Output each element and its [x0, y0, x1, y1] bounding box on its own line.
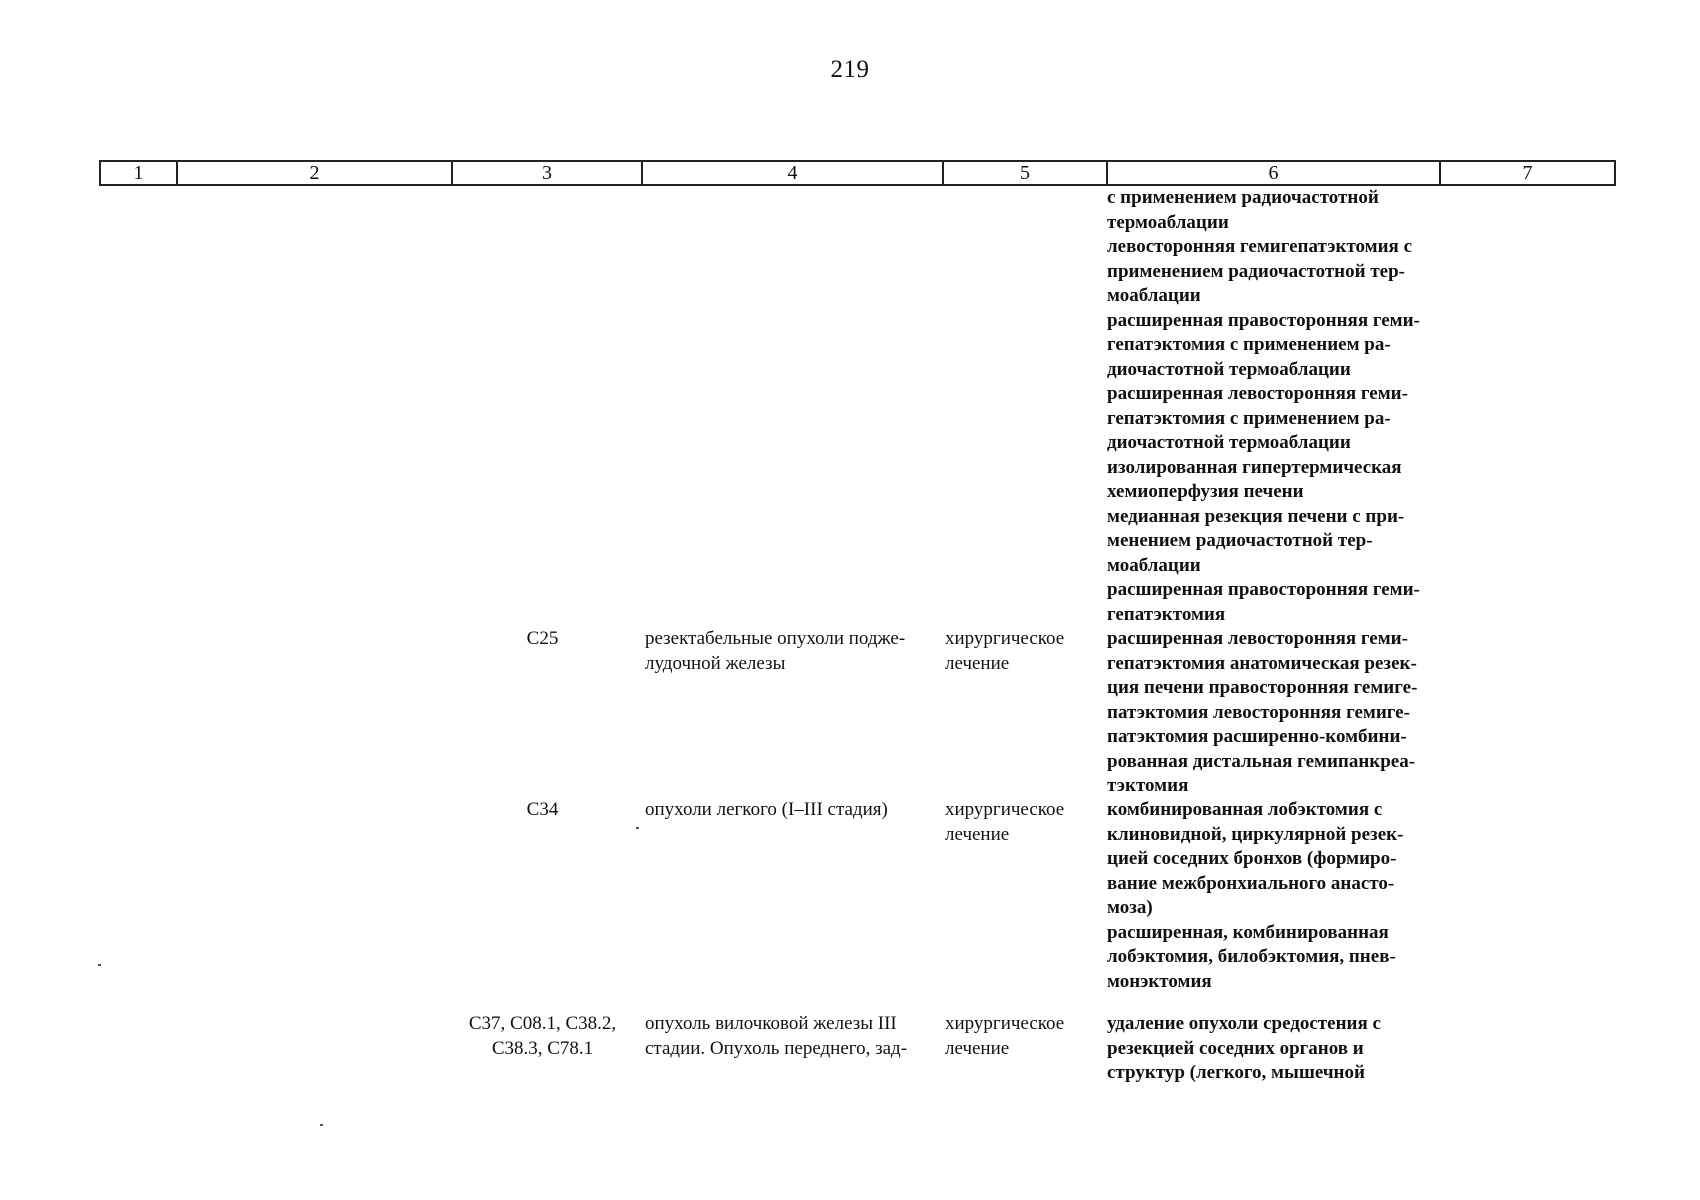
- row-c34-treatment: хирургическое лечение: [945, 799, 1065, 845]
- header-col-2: 2: [177, 161, 452, 185]
- scan-speck: [320, 1124, 323, 1126]
- scan-speck: [636, 827, 639, 829]
- header-col-5: 5: [943, 161, 1107, 185]
- row-c37-code: C37, C08.1, C38.2, C38.3, C78.1: [468, 1013, 617, 1059]
- row-c34-code: C34: [526, 799, 559, 820]
- row-c37-condition: опухоль вилочковой железы III стадии. Опухоль переднего, зад-: [645, 1013, 908, 1059]
- row-c34-method: комбинированная лобэктомия с клиновидной, циркулярной резек- цией соседних бронхов (формиро- вание межбронхиального анасто- моза) расширенная, комбинированная лобэктомия, билобэктомия, пнев- монэктомия: [1107, 799, 1404, 992]
- continuation-method-text: с применением радиочастотной термоаблации левосторонняя гемигепатэктомия с применением радиочастотной тер- моаблации расширенная правосторонняя геми- гепатэктомия с применением ра- диочастотной термоаблации расширенная левосторонняя геми- гепатэктомия с применением ра- диочастотной термоаблации изолированная гипертермическая хемиоперфузия печени медианная резекция печени с при- менением радиочастотной тер- моаблации расширенная правосторонняя геми- гепатэктомия: [1107, 187, 1420, 625]
- scan-speck: [98, 964, 101, 966]
- header-col-4: 4: [642, 161, 943, 185]
- row-c37-treatment: хирургическое лечение: [945, 1013, 1065, 1059]
- header-col-6: 6: [1107, 161, 1440, 185]
- row-c34-condition: опухоли легкого (I–III стадия): [645, 799, 888, 820]
- header-col-1: 1: [100, 161, 177, 185]
- row-c25-condition: резектабельные опухоли подже- лудочной железы: [645, 628, 906, 674]
- page-number: 219: [830, 56, 870, 83]
- row-c37-method: удаление опухоли средостения с резекцией соседних органов и структур (легкого, мышечной: [1107, 1013, 1381, 1083]
- column-number-header: [99, 160, 1616, 186]
- header-col-3: 3: [452, 161, 642, 185]
- row-c25-treatment: хирургическое лечение: [945, 628, 1065, 674]
- row-c25-code: C25: [526, 628, 559, 649]
- header-row: [100, 161, 1615, 185]
- row-c25-method: расширенная левосторонняя геми- гепатэктомия анатомическая резек- ция печени правосторонняя гемиге- патэктомия левосторонняя гемиге- патэктомия расширенно-комбини- рованная дистальная гемипанкреа- тэктомия: [1107, 628, 1418, 796]
- header-col-7: 7: [1440, 161, 1615, 185]
